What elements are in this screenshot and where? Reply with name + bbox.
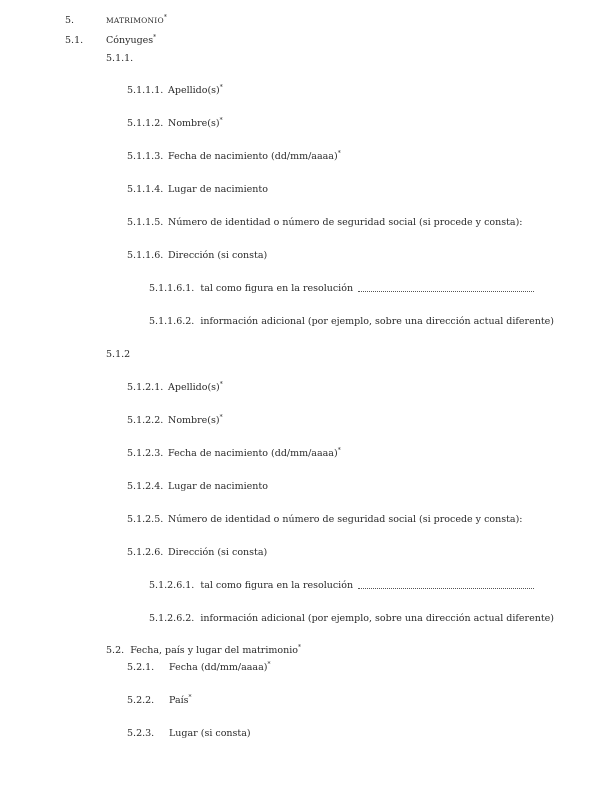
spouse2-number: 5.1.2 <box>106 349 131 360</box>
field-row <box>127 413 223 427</box>
field-label: Fecha de nacimiento (dd/mm/aaaa) <box>168 151 338 162</box>
field-label-wrap <box>169 695 192 707</box>
address-label: tal como figura en la resolución <box>200 283 354 294</box>
required-mark: * <box>298 643 301 651</box>
fill-in-line[interactable] <box>358 580 534 592</box>
address-label: información adicional (por ejemplo, sobre una dirección actual diferente) <box>200 316 554 327</box>
field-row <box>127 149 341 163</box>
address-number: 5.1.2.6.1. <box>149 580 195 591</box>
address-number: 5.1.1.6.2. <box>149 316 195 327</box>
address-label: información adicional (por ejemplo, sobre una dirección actual diferente) <box>200 613 554 624</box>
address-number: 5.1.1.6.1. <box>149 283 195 294</box>
field-label-wrap <box>168 514 523 526</box>
field-label-wrap <box>168 547 267 559</box>
field-number: 5.1.2.2. <box>127 415 164 426</box>
required-mark: * <box>188 693 192 701</box>
field-number: 5.1.1.6. <box>127 250 164 261</box>
required-mark: * <box>219 380 223 388</box>
field-row <box>127 547 268 559</box>
section-number: 5. <box>65 15 75 26</box>
required-mark: * <box>219 83 223 91</box>
section-title-text: MATRIMONIO <box>106 16 164 25</box>
address-row <box>149 580 534 592</box>
required-mark: * <box>337 446 341 454</box>
field-label-wrap <box>169 662 270 674</box>
address-row <box>149 316 554 328</box>
field-row <box>127 116 223 130</box>
required-mark: * <box>219 116 223 124</box>
field-number: 5.2.3. <box>127 728 155 739</box>
field-label: Lugar de nacimiento <box>168 481 268 492</box>
field-row <box>127 481 268 493</box>
field-number: 5.2.1. <box>127 662 155 673</box>
field-label: País <box>169 695 189 706</box>
field-row <box>127 83 223 97</box>
marriage-number: 5.2. <box>106 645 125 656</box>
marriage-heading <box>106 645 301 657</box>
field-label-wrap <box>168 118 223 130</box>
required-mark: * <box>219 413 223 421</box>
required-mark: * <box>153 33 157 41</box>
field-label-wrap <box>169 728 251 740</box>
field-number: 5.1.2.4. <box>127 481 164 492</box>
address-label: tal como figura en la resolución <box>200 580 354 591</box>
field-label-wrap <box>168 448 341 460</box>
field-label: Nombre(s) <box>168 415 220 426</box>
field-number: 5.1.2.6. <box>127 547 164 558</box>
address-row <box>149 613 554 625</box>
field-label: Lugar de nacimiento <box>168 184 268 195</box>
spouses-title <box>106 35 156 47</box>
field-row <box>127 250 268 262</box>
field-number: 5.1.1.3. <box>127 151 164 162</box>
required-mark: * <box>267 660 271 668</box>
field-number: 5.1.2.1. <box>127 382 164 393</box>
field-label: Número de identidad o número de seguridad social (si procede y consta): <box>168 514 523 525</box>
field-label-wrap <box>168 184 268 196</box>
field-label: Lugar (si consta) <box>169 728 251 739</box>
field-label-wrap <box>168 481 268 493</box>
field-label: Fecha de nacimiento (dd/mm/aaaa) <box>168 448 338 459</box>
field-label: Fecha (dd/mm/aaaa) <box>169 662 268 673</box>
field-label: Dirección (si consta) <box>168 250 268 261</box>
marriage-title: Fecha, país y lugar del matrimonio <box>130 645 298 656</box>
field-number: 5.1.2.5. <box>127 514 164 525</box>
field-number: 5.1.2.3. <box>127 448 164 459</box>
field-row <box>127 514 523 526</box>
section-title <box>106 15 167 27</box>
field-row <box>127 184 268 196</box>
field-label: Número de identidad o número de seguridad social (si procede y consta): <box>168 217 523 228</box>
field-label: Apellido(s) <box>168 85 220 96</box>
required-mark: * <box>163 13 167 21</box>
field-label-wrap <box>168 151 341 163</box>
marriage-field-row <box>127 728 251 740</box>
field-label: Nombre(s) <box>168 118 220 129</box>
spouses-number: 5.1. <box>65 35 84 46</box>
field-label-wrap <box>168 217 523 229</box>
marriage-field-row <box>127 693 192 707</box>
address-row <box>149 283 534 295</box>
field-label-wrap <box>168 382 223 394</box>
spouse1-number: 5.1.1. <box>106 53 134 64</box>
required-mark: * <box>337 149 341 157</box>
field-row <box>127 217 523 229</box>
field-number: 5.1.1.1. <box>127 85 164 96</box>
field-row <box>127 446 341 460</box>
field-label-wrap <box>168 250 267 262</box>
field-row <box>127 380 223 394</box>
field-number: 5.1.1.5. <box>127 217 164 228</box>
address-number: 5.1.2.6.2. <box>149 613 195 624</box>
marriage-field-row <box>127 660 271 674</box>
field-label-wrap <box>168 415 223 427</box>
field-number: 5.1.1.4. <box>127 184 164 195</box>
field-label: Dirección (si consta) <box>168 547 268 558</box>
spouses-title-text: Cónyuges <box>106 35 154 46</box>
field-label: Apellido(s) <box>168 382 220 393</box>
field-label-wrap <box>168 85 223 97</box>
field-number: 5.1.1.2. <box>127 118 164 129</box>
field-number: 5.2.2. <box>127 695 155 706</box>
fill-in-line[interactable] <box>358 283 534 295</box>
